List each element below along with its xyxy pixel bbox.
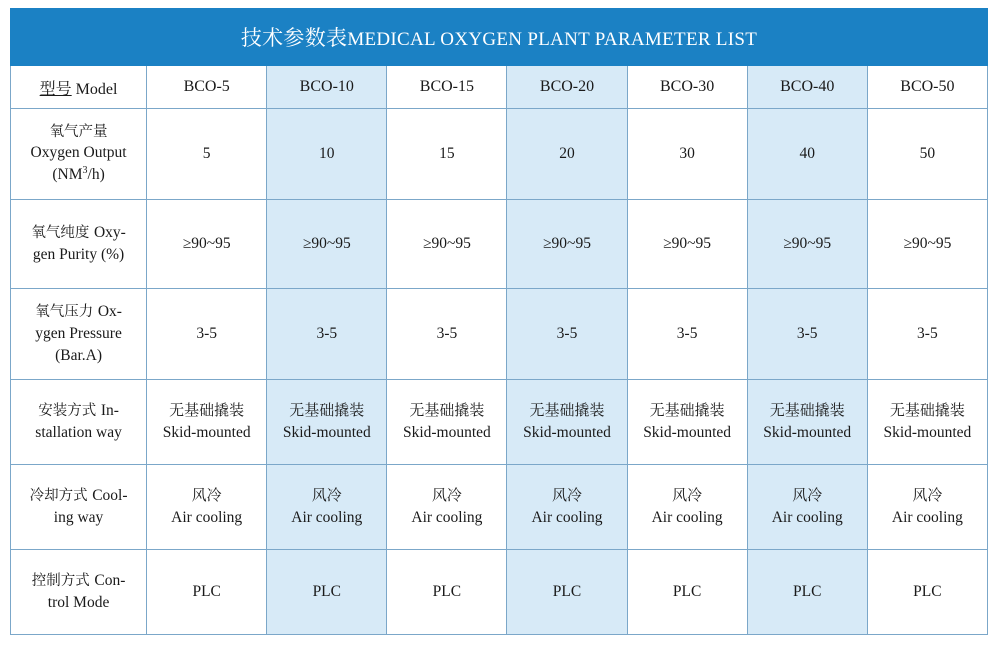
cell-pressure-bco-20: 3-5 xyxy=(507,289,627,380)
title-english: MEDICAL OXYGEN PLANT PARAMETER LIST xyxy=(347,29,758,50)
cell-value-en: Skid-mounted xyxy=(402,423,491,441)
row-label-control-mode xyxy=(11,550,147,635)
cell-value-en: Air cooling xyxy=(531,508,603,526)
cell-value-en: Skid-mounted xyxy=(643,423,732,441)
cell-control-bco-10: PLC xyxy=(267,550,387,635)
header-model-bco-40: BCO-40 xyxy=(747,66,867,109)
cell-cooling-bco-30 xyxy=(627,465,747,550)
cell-value-en: Skid-mounted xyxy=(162,423,251,441)
parameter-table xyxy=(10,8,988,635)
row-label-unit: $(NM^3/h)$ xyxy=(52,165,105,184)
cell-output-bco-30: 30 xyxy=(627,109,747,200)
row-label-en-part1: Oxy- xyxy=(93,224,126,241)
table-title xyxy=(11,9,988,66)
row-oxygen-purity xyxy=(11,200,988,289)
header-model-bco-30: BCO-30 xyxy=(627,66,747,109)
cell-value-cn: 无基础撬装 xyxy=(409,400,485,419)
cell-value-cn: 风冷 xyxy=(191,485,222,504)
cell-output-bco-10: 10 xyxy=(267,109,387,200)
row-label-oxygen-purity xyxy=(11,200,147,289)
cell-value-cn: 风冷 xyxy=(431,485,462,504)
cell-purity-bco-50: ≥90~95 xyxy=(867,200,987,289)
cell-value-en: Skid-mounted xyxy=(883,423,972,441)
cell-cooling-bco-10 xyxy=(267,465,387,550)
row-label-en-part1: In- xyxy=(100,402,119,419)
cell-pressure-bco-40: 3-5 xyxy=(747,289,867,380)
cell-value-cn: 无基础撬装 xyxy=(889,400,965,419)
cell-value-cn: 无基础撬装 xyxy=(169,400,245,419)
row-label-cn: 氧气压力 xyxy=(35,304,94,320)
row-cooling-way xyxy=(11,465,988,550)
cell-cooling-bco-40 xyxy=(747,465,867,550)
row-label-en-part1: Ox- xyxy=(97,303,122,320)
cell-control-bco-20: PLC xyxy=(507,550,627,635)
cell-pressure-bco-10: 3-5 xyxy=(267,289,387,380)
row-installation-way xyxy=(11,380,988,465)
row-label-pressure-line1 xyxy=(14,301,143,323)
row-label-install-line1 xyxy=(14,400,143,422)
cell-cooling-bco-5 xyxy=(147,465,267,550)
cell-output-bco-40: 40 xyxy=(747,109,867,200)
title-chinese: 技术参数表 xyxy=(240,26,348,50)
cell-value-en: Air cooling xyxy=(891,508,963,526)
cell-install-bco-50 xyxy=(867,380,987,465)
row-label-cn: 安装方式 xyxy=(38,403,97,419)
cell-value-en: Air cooling xyxy=(651,508,723,526)
row-label-unit: (Bar.A) xyxy=(55,347,103,364)
cell-purity-bco-30: ≥90~95 xyxy=(627,200,747,289)
cell-output-bco-20: 20 xyxy=(507,109,627,200)
cell-pressure-bco-15: 3-5 xyxy=(387,289,507,380)
cell-control-bco-5: PLC xyxy=(147,550,267,635)
row-label-en-part1: Con- xyxy=(94,572,126,589)
cell-install-bco-40 xyxy=(747,380,867,465)
cell-cooling-bco-50 xyxy=(867,465,987,550)
header-model-label-cn: 型号 xyxy=(39,80,72,98)
cell-control-bco-15: PLC xyxy=(387,550,507,635)
row-control-mode xyxy=(11,550,988,635)
row-label-oxygen-pressure xyxy=(11,289,147,380)
header-model-bco-15: BCO-15 xyxy=(387,66,507,109)
header-model-bco-50: BCO-50 xyxy=(867,66,987,109)
cell-value-cn: 风冷 xyxy=(552,485,583,504)
cell-value-cn: 风冷 xyxy=(912,485,943,504)
cell-value-en: Air cooling xyxy=(291,508,363,526)
cell-value-en: Air cooling xyxy=(411,508,483,526)
header-model-bco-10: BCO-10 xyxy=(267,66,387,109)
cell-purity-bco-20: ≥90~95 xyxy=(507,200,627,289)
cell-value-cn: 无基础撬装 xyxy=(769,400,845,419)
row-oxygen-output xyxy=(11,109,988,200)
row-label-cooling-way xyxy=(11,465,147,550)
cell-pressure-bco-5: 3-5 xyxy=(147,289,267,380)
cell-pressure-bco-30: 3-5 xyxy=(627,289,747,380)
row-label-en-part1: Cool- xyxy=(92,487,128,504)
row-label-en: Oxygen Output xyxy=(30,144,127,162)
cell-install-bco-20 xyxy=(507,380,627,465)
row-label-control-line1 xyxy=(14,570,143,592)
header-model-bco-5: BCO-5 xyxy=(147,66,267,109)
cell-value-cn: 无基础撬装 xyxy=(529,400,605,419)
cell-cooling-bco-15 xyxy=(387,465,507,550)
header-model-bco-20: BCO-20 xyxy=(507,66,627,109)
cell-value-en: Skid-mounted xyxy=(282,423,371,441)
cell-pressure-bco-50: 3-5 xyxy=(867,289,987,380)
cell-value-cn: 无基础撬装 xyxy=(289,400,365,419)
cell-purity-bco-15: ≥90~95 xyxy=(387,200,507,289)
cell-value-cn: 风冷 xyxy=(311,485,342,504)
cell-output-bco-5: 5 xyxy=(147,109,267,200)
row-label-cn: 冷却方式 xyxy=(29,488,88,504)
header-model-label-en: Model xyxy=(75,80,118,98)
row-label-en-part2: gen Purity (%) xyxy=(32,246,125,263)
row-label-en-part2: trol Mode xyxy=(47,594,110,611)
cell-output-bco-50: 50 xyxy=(867,109,987,200)
cell-install-bco-5 xyxy=(147,380,267,465)
row-label-installation-way xyxy=(11,380,147,465)
row-label-cn: 氧气产量 xyxy=(49,123,108,140)
cell-install-bco-10 xyxy=(267,380,387,465)
row-oxygen-pressure xyxy=(11,289,988,380)
cell-value-en: Air cooling xyxy=(171,508,243,526)
row-label-en-part2: stallation way xyxy=(35,424,122,441)
cell-value-en: Skid-mounted xyxy=(763,423,852,441)
row-label-purity-line1 xyxy=(14,222,143,244)
cell-purity-bco-5: ≥90~95 xyxy=(147,200,267,289)
row-label-en-part2: ygen Pressure xyxy=(35,325,122,342)
cell-output-bco-15: 15 xyxy=(387,109,507,200)
cell-control-bco-40: PLC xyxy=(747,550,867,635)
cell-value-cn: 风冷 xyxy=(792,485,823,504)
cell-cooling-bco-20 xyxy=(507,465,627,550)
header-model-label xyxy=(11,66,147,109)
header-row xyxy=(11,66,988,109)
cell-purity-bco-10: ≥90~95 xyxy=(267,200,387,289)
cell-purity-bco-40: ≥90~95 xyxy=(747,200,867,289)
row-label-cool-line1 xyxy=(14,485,143,507)
cell-value-cn: 无基础撬装 xyxy=(649,400,725,419)
cell-value-en: Air cooling xyxy=(771,508,843,526)
row-label-en-part2: ing way xyxy=(53,509,104,526)
row-label-oxygen-output xyxy=(11,109,147,200)
row-label-cn: 控制方式 xyxy=(31,573,90,589)
cell-control-bco-50: PLC xyxy=(867,550,987,635)
row-label-cn: 氧气纯度 xyxy=(31,225,90,241)
cell-value-en: Skid-mounted xyxy=(523,423,611,441)
cell-install-bco-15 xyxy=(387,380,507,465)
cell-control-bco-30: PLC xyxy=(627,550,747,635)
cell-value-cn: 风冷 xyxy=(672,485,703,504)
cell-install-bco-30 xyxy=(627,380,747,465)
title-row xyxy=(11,9,988,66)
